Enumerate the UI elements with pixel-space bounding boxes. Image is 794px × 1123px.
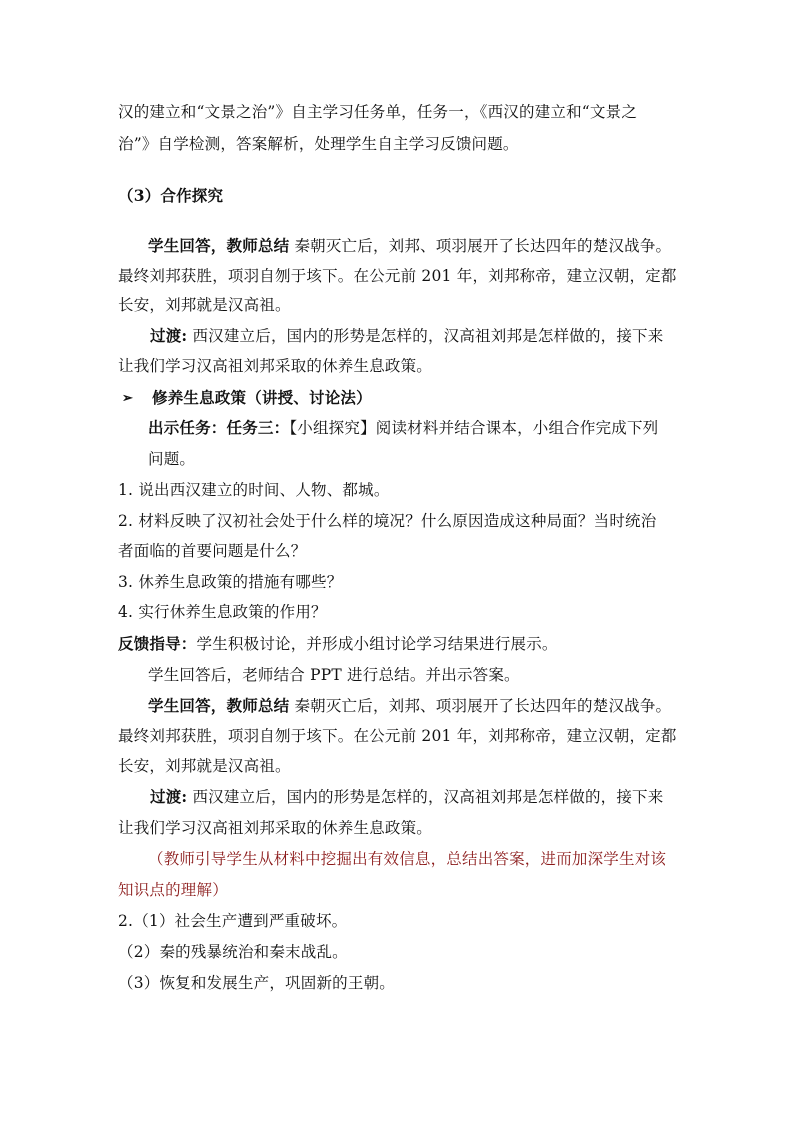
teacher-note: （教师引导学生从材料中挖掘出有效信息，总结出答案，进而加深学生对该 — [148, 850, 667, 868]
list-item: 者面临的首要问题是什么？ — [118, 542, 307, 560]
paragraph-line: 长安，刘邦就是汉高祖。 — [118, 296, 291, 314]
answer-line: （3）恢复和发展生产，巩固新的王朝。 — [118, 974, 395, 992]
bold-label: 出示任务：任务三： — [148, 418, 290, 437]
list-item: 4. 实行休养生息政策的作用？ — [118, 603, 327, 621]
bold-label: 反馈指导： — [118, 634, 197, 653]
inline-text: 秦朝灭亡后，刘邦、项羽展开了长达四年的楚汉战争。 — [289, 237, 672, 255]
paragraph-line — [118, 634, 558, 654]
paragraph-line: 最终刘邦获胜，项羽自刎于垓下。在公元前 201 年，刘邦称帝，建立汉朝，定都 — [118, 727, 677, 745]
section-heading: （3）合作探究 — [118, 186, 224, 205]
answer-line: 2.（1）社会生产遭到严重破坏。 — [118, 912, 348, 930]
bullet-heading — [122, 388, 372, 410]
paragraph-line: 问题。 — [148, 450, 196, 468]
answer-line: （2）秦的残暴统治和秦末战乱。 — [118, 943, 348, 961]
inline-text: 西汉建立后，国内的形势是怎样的，汉高祖刘邦是怎样做的，接下来 — [187, 788, 664, 806]
inline-text: 秦朝灭亡后，刘邦、项羽展开了长达四年的楚汉战争。 — [289, 697, 672, 715]
bullet-heading-text: 修养生息政策（讲授、讨论法） — [152, 388, 372, 407]
paragraph-line — [150, 787, 663, 807]
bold-label: 学生回答，教师总结 — [148, 236, 290, 255]
list-item: 3. 休养生息政策的措施有哪些？ — [118, 573, 343, 591]
inline-text: 【小组探究】阅读材料并结合课本，小组合作完成下列 — [289, 419, 659, 437]
paragraph-line: 最终刘邦获胜，项羽自刎于垓下。在公元前 201 年，刘邦称帝，建立汉朝，定都 — [118, 267, 677, 285]
teacher-note: 知识点的理解） — [118, 881, 228, 899]
bold-label: 学生回答，教师总结 — [148, 696, 290, 715]
paragraph-line: 让我们学习汉高祖刘邦采取的休养生息政策。 — [118, 357, 433, 375]
paragraph-line: 让我们学习汉高祖刘邦采取的休养生息政策。 — [118, 819, 433, 837]
arrow-bullet-icon: ➢ — [122, 391, 134, 406]
bold-label: 过渡: — [150, 326, 188, 345]
inline-text: 学生积极讨论，并形成小组讨论学习结果进行展示。 — [196, 635, 558, 653]
paragraph-line: 治”》自学检测，答案解析，处理学生自主学习反馈问题。 — [118, 135, 519, 153]
paragraph-line: 学生回答后，老师结合 PPT 进行总结。并出示答案。 — [148, 666, 520, 684]
paragraph-line: 长安，刘邦就是汉高祖。 — [118, 757, 291, 775]
list-item: 1. 说出西汉建立的时间、人物、都城。 — [118, 481, 390, 499]
bold-label: 过渡: — [150, 787, 188, 806]
paragraph-line — [148, 418, 658, 438]
list-item: 2. 材料反映了汉初社会处于什么样的境况？什么原因造成这种局面？当时统治 — [118, 512, 657, 530]
paragraph-line: 汉的建立和“文景之治”》自主学习任务单，任务一，《西汉的建立和“文景之 — [118, 103, 638, 121]
paragraph-line — [148, 236, 671, 256]
paragraph-line — [150, 326, 663, 346]
inline-text: 西汉建立后，国内的形势是怎样的，汉高祖刘邦是怎样做的，接下来 — [187, 327, 664, 345]
paragraph-line — [148, 696, 671, 716]
